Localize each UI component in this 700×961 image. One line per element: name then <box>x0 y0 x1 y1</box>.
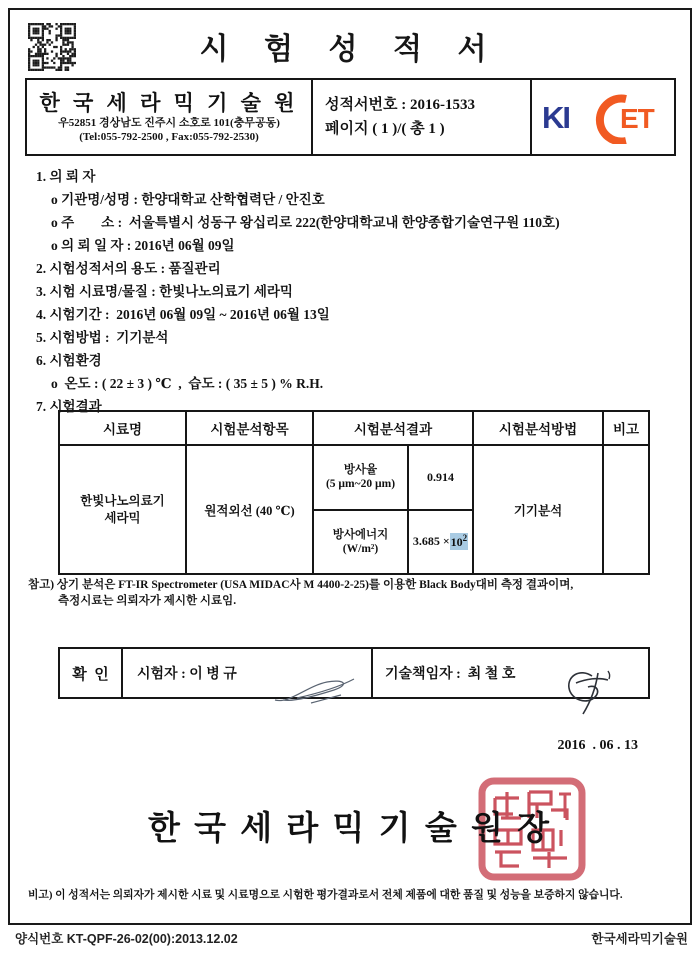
highlighted-exponent <box>450 533 469 550</box>
emissivity-param-range: (5 µm~20 µm) <box>325 478 396 491</box>
sample-name-line1: 한빛나노의료기 <box>80 493 165 508</box>
issuer-address: 우52851 경상남도 진주시 소호로 101(충무공동) <box>58 117 280 129</box>
results-table-header-row <box>60 412 648 446</box>
manager-name: 기술책임자 : 최 철 호 <box>385 667 516 682</box>
manager-cell <box>373 649 648 697</box>
radiant-energy-value <box>409 511 472 574</box>
info-line-client: 1. 의 뢰 자 <box>36 169 96 184</box>
sample-name-line2: 세라믹 <box>104 510 141 525</box>
confirmation-label: 확 인 <box>60 649 123 697</box>
report-number: 성적서번호 : 2016-1533 <box>325 97 475 113</box>
kicet-logo-svg <box>540 90 666 144</box>
disclaimer-note: 비고) 이 성적서는 의뢰자가 제시한 시료 및 시료명으로 시험한 평가결과로서 전체 제품에 대한 품질 및 성능을 보증하지 않습니다. <box>28 889 623 901</box>
sample-name-cell <box>60 446 187 573</box>
radiant-energy-unit: (W/m²) <box>342 542 379 555</box>
col-header-analysis-item: 시험분석항목 <box>187 412 314 444</box>
issue-date: 2016 . 06 . 13 <box>557 738 638 753</box>
issuer-org-name: 한 국 세 라 믹 기 술 원 <box>39 91 299 115</box>
report-info-list <box>36 165 684 418</box>
col-header-remark: 비고 <box>612 422 640 437</box>
radiant-energy-param-cell <box>314 511 409 574</box>
info-line-request-date: o 의 뢰 일 자 : 2016년 06월 09일 <box>51 238 235 253</box>
result-row-emissivity <box>314 446 472 511</box>
emissivity-param-cell <box>314 446 409 509</box>
tester-signature-icon <box>243 657 357 730</box>
report-meta-cell <box>313 80 532 154</box>
results-table <box>58 410 650 575</box>
info-line-client-name: o 기관명/성명 : 한양대학교 산학협력단 / 안진호 <box>51 192 325 207</box>
tester-name: 시험자 : 이 병 규 <box>137 667 237 682</box>
logo-ki-text: KI <box>542 100 569 135</box>
page-count: 페이지 ( 1 )/( 총 1 ) <box>325 121 445 137</box>
emissivity-value: 0.914 <box>427 469 454 484</box>
director-title: 한 국 세 라 믹 기 술 원 장 <box>148 811 552 847</box>
form-number: 양식번호 KT-QPF-26-02(00):2013.12.02 <box>15 932 238 946</box>
footer-org-name: 한국세라믹기술원 <box>591 932 688 946</box>
page-title: 시 험 성 적 서 <box>199 33 501 66</box>
logo-et-text: ET <box>620 103 654 134</box>
info-line-period: 4. 시험기간 : 2016년 06월 09일 ~ 2016년 06월 13일 <box>36 307 330 322</box>
manager-signature-icon <box>532 651 614 736</box>
info-line-environment: 6. 시험환경 <box>36 353 102 368</box>
method-cell: 기기분석 <box>474 446 604 573</box>
col-header-sample: 시료명 <box>60 412 187 444</box>
kicet-logo <box>532 80 674 154</box>
remark-cell <box>604 446 648 573</box>
confirmation-box <box>58 647 650 699</box>
results-table-body-row <box>60 446 648 573</box>
info-line-purpose: 2. 시험성적서의 용도 : 품질관리 <box>36 261 221 276</box>
info-line-sample: 3. 시험 시료명/물질 : 한빛나노의료기 세라믹 <box>36 284 293 299</box>
footnote-line1: 참고) 상기 분석은 FT-IR Spectrometer (USA MIDAC사 M 4400-2-25)를 이용한 Black Body대비 측정 결과이며, <box>28 579 574 591</box>
issuer-info-cell <box>27 80 313 154</box>
info-line-method: 5. 시험방법 : 기기분석 <box>36 330 169 345</box>
col-header-result: 시험분석결과 <box>314 412 474 444</box>
analysis-item-cell: 원적외선 (40 ℃) <box>187 446 314 573</box>
table-footnote <box>28 577 573 609</box>
footnote-line2: 측정시료는 의뢰자가 제시한 시료임. <box>58 595 237 607</box>
radiant-energy-value-exp: 2 <box>462 533 468 544</box>
col-header-method: 시험분석방법 <box>474 412 604 444</box>
info-line-client-address: o 주 소 : 서울특별시 성동구 왕십리로 222(한양대학교내 한양종합기술연구원 110호) <box>51 215 560 230</box>
issuer-header-box <box>25 78 676 156</box>
radiant-energy-param: 방사에너지 <box>332 528 389 541</box>
radiant-energy-value-base: 10 <box>450 535 463 550</box>
radiant-energy-value-prefix: 3.685 × <box>412 534 450 549</box>
info-line-results: 7. 시험결과 <box>36 399 102 414</box>
emissivity-param: 방사율 <box>343 464 378 477</box>
issuer-contact: (Tel:055-792-2500 , Fax:055-792-2530) <box>79 131 259 143</box>
tester-cell <box>123 649 373 697</box>
result-row-radiant-energy <box>314 511 472 574</box>
result-cell-group <box>314 446 474 573</box>
info-line-temp-humidity: o 온도 : ( 22 ± 3 ) ℃ , 습도 : ( 35 ± 5 ) % R.H. <box>51 376 324 391</box>
page-footer <box>15 929 688 947</box>
